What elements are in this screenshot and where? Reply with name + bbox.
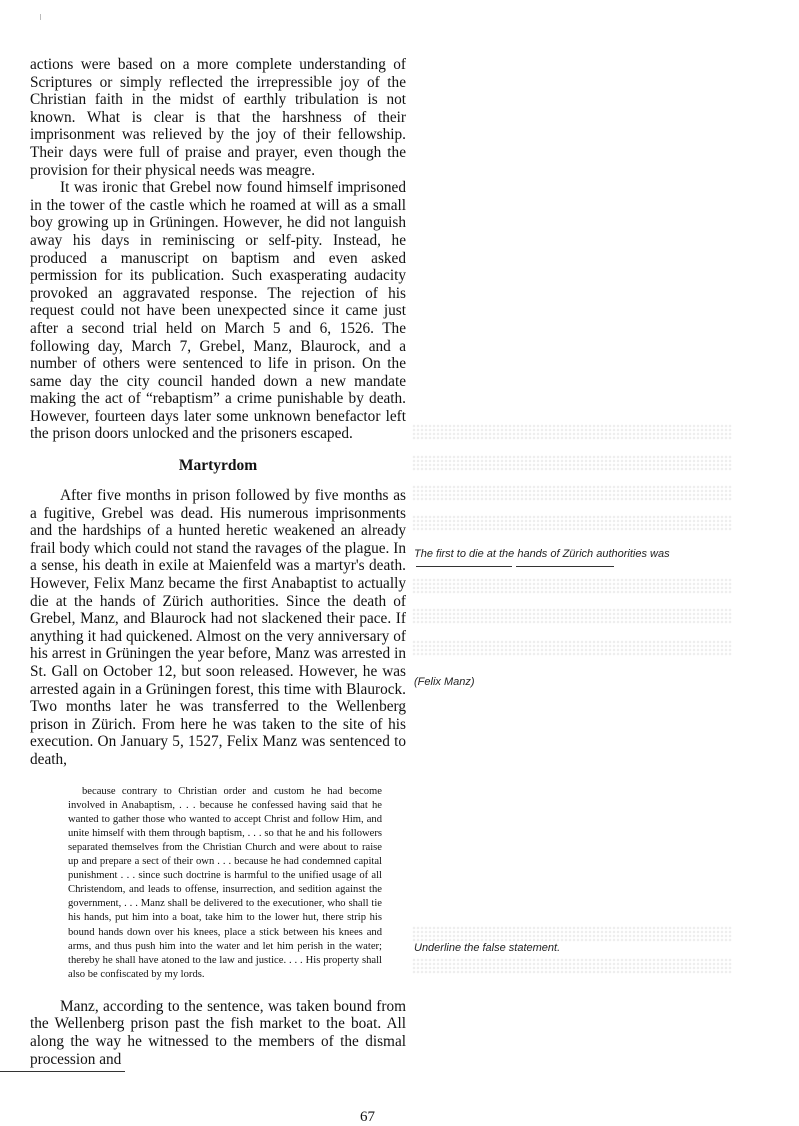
page-number: 67 <box>360 1109 375 1126</box>
scan-noise <box>412 958 732 974</box>
scan-noise <box>412 515 732 531</box>
paragraph-2: It was ironic that Grebel now found himself imprisoned in the tower of the castle which he roamed at will as a small boy growing up in Grüningen. However, he did not languish away his days in reminiscing or self-pity. Instead, he produced a manuscript on baptism and even asked permission for its publication. Such exasperating audacity provoked an aggravated response. The rejection of his request could not have been unexpected since it came just after a second trial held on March 5 and 6, 1526. The following day, March 7, Grebel, Manz, Blaurock, and a number of others were sentenced to life in prison. On the same day the city council handed down a new mandate making the act of “rebaptism” a crime punishable by death. However, fourteen days later some unknown benefactor left the prison doors unlocked and the prisoners escaped. <box>30 179 406 443</box>
scan-noise <box>412 424 732 440</box>
margin-instruction: Underline the false statement. <box>414 942 561 954</box>
margin-question: The first to die at the hands of Zürich authorities was <box>414 548 670 560</box>
scan-noise <box>412 608 732 624</box>
block-quote: because contrary to Christian order and custom he had become involved in Anabaptism, . . . because he confessed having said that he wanted to gather those who wanted to accept Christ and follow Him, and unite himself with them through baptism, . . . so that he and his followers separated themselves from the Christian Church and were about to raise up and prepare a sect of their own . . . because he had condemned capital punishment . . . since such doctrine is harmful to the unified usage of all Christendom, and leads to offense, insurrection, and sedition against the government, . . . Manz shall be delivered to the executioner, who shall tie his hands, put him into a boat, take him to the lower hut, there strip his bound hands down over his knees, place a stick between his knees and arms, and thus push him into the water and let him perish in the water; thereby he shall have atoned to the law and justice. . . . His property shall also be confiscated by my lords. <box>68 785 382 980</box>
margin-answer: (Felix Manz) <box>414 676 475 688</box>
paragraph-3: After five months in prison followed by five months as a fugitive, Grebel was dead. His numerous imprisonments and the hardships of a hunted heretic weakened an already frail body which could not stand the ravages of the plague. In a sense, his death in exile at Maienfeld was a martyr's death. However, Felix Manz became the first Anabaptist to actually die at the hands of Zürich authorities. Since the death of Grebel, Manz, and Blaurock had not slackened their pace. If anything it had quickened. Almost on the very anniversary of his arrest in Grüningen the year before, Manz was arrested in St. Gall on October 12, but soon released. However, he was arrested again in a Grüningen forest, this time with Blaurock. Two months later he was transferred to the Wellenberg prison in Zürich. From here he was taken to the site of his execution. On January 5, 1527, Felix Manz was sentenced to death, <box>30 487 406 768</box>
answer-blank[interactable] <box>516 566 614 567</box>
scan-noise <box>412 926 732 942</box>
scan-noise <box>412 640 732 656</box>
paragraph-1: actions were based on a more complete understanding of Scriptures or simply reflected the irrepressible joy of the Christian faith in the midst of earthly tribulation is not known. What is clear is that the harshness of their imprisonment was relieved by the joy of their fellowship. Their days were full of praise and prayer, even though the provision for their physical needs was meagre. <box>30 56 406 179</box>
scan-mark <box>40 14 41 20</box>
section-heading: Martyrdom <box>178 457 258 475</box>
paragraph-4: Manz, according to the sentence, was taken bound from the Wellenberg prison past the fish market to the boat. All along the way he witnessed to the members of the dismal procession and <box>30 997 406 1068</box>
footer-rule <box>0 1071 125 1072</box>
scan-noise <box>412 578 732 594</box>
answer-blank[interactable] <box>416 566 512 567</box>
scan-noise <box>412 455 732 471</box>
scan-noise <box>412 485 732 501</box>
main-column <box>30 56 406 1126</box>
